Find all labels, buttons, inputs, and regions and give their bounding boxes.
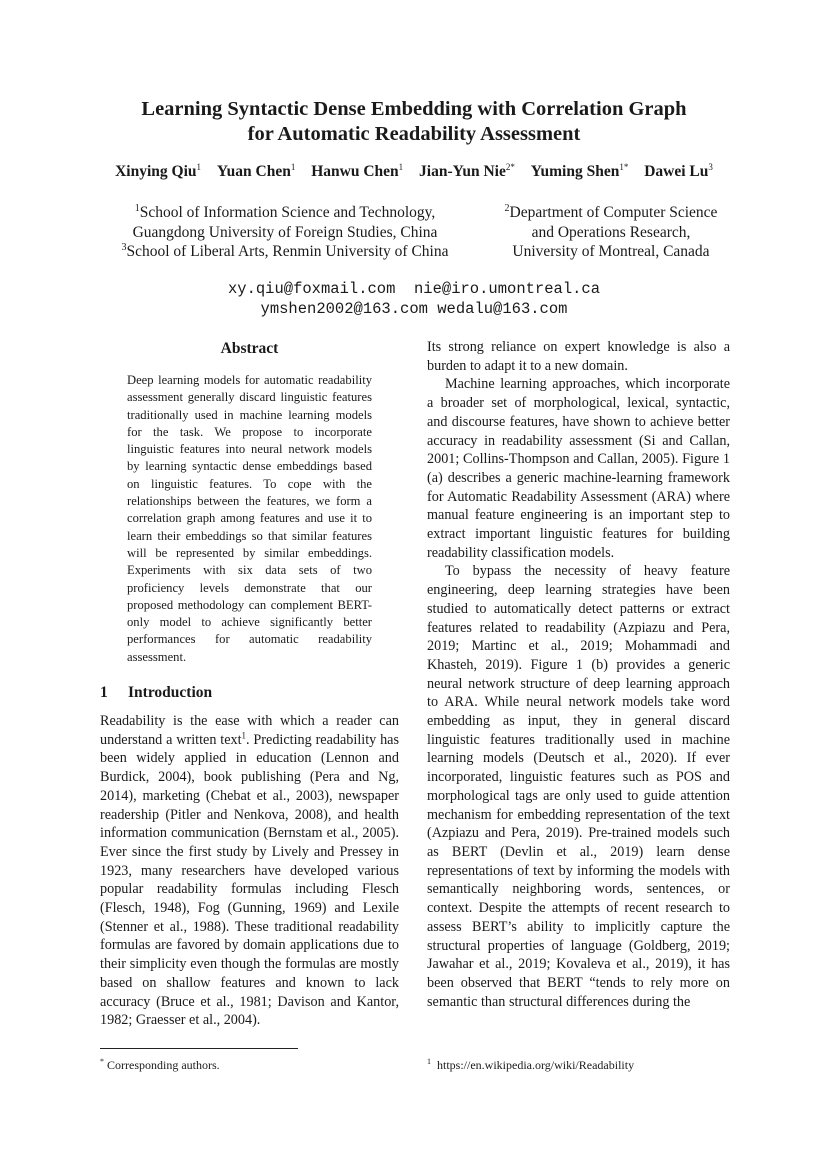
affil-text: School of Liberal Arts, Renmin University of China [126, 243, 449, 260]
affiliation-line: University of Montreal, Canada [512, 243, 710, 260]
footnote-mark: * [100, 1057, 104, 1066]
affiliation-line: and Operations Research, [531, 223, 691, 241]
affil-mark: 3 [121, 241, 127, 253]
affiliations-right [486, 203, 736, 262]
body-paragraph: Its strong reliance on expert knowledge is also a burden to adapt it to a new domain. [427, 339, 730, 374]
author [531, 163, 629, 180]
affil-text: Department of Computer Science [509, 204, 718, 221]
author [311, 163, 403, 180]
footnote-mark: 1 [427, 1057, 431, 1066]
author [217, 163, 295, 180]
author [419, 163, 515, 180]
author [115, 163, 201, 180]
footnote-url [427, 1058, 634, 1073]
abstract-text: Deep learning models for automatic readability assessment generally discard linguistic features traditionally used in machine learning models for the task. We propose to incorporate linguistic features into neural network models by learning syntactic dense embeddings based on linguistic features. To cope with the relationships between the features, we form a correlation graph among features and use it to learn their embeddings so that similar features will be represented by similar embeddings. Experiments with six data sets of two proficiency levels demonstrate that our proposed methodology can complement BERT-only model to achieve significantly better performances for automatic readability assessment. [127, 373, 372, 664]
right-column [427, 338, 730, 1011]
footnote-marker: 1 [241, 730, 247, 741]
author-affil-mark: 1 [196, 161, 201, 172]
author-affil-mark: 1 [398, 161, 404, 172]
author-affil-mark: 1 [290, 161, 296, 172]
footnote-text: Corresponding authors. [104, 1058, 220, 1072]
author-affil-mark: 3 [708, 161, 713, 172]
title-line-1: Learning Syntactic Dense Embedding with Correlation Graph [141, 98, 687, 120]
section-heading [100, 684, 399, 702]
body-paragraph: To bypass the necessity of heavy feature engineering, deep learning strategies have been studied to automatically detect patterns or extract features related to readability (Azpiazu and Pera, 2019; Martinc et al., 2019; Mohammadi and Khasteh, 2019). Figure 1 (b) provides a generic neural network structure of deep learning approach to ARA. While neural network models take word embedding as input, they in general discard linguistic features traditionally used in machine learning models (Deutsch et al., 2020). If ever incorporated, linguistic features such as POS and morphological tags are only used to guide attention mechanism for embedding representation of the text (Azpiazu and Pera, 2019). Pre-trained models such as BERT (Devlin et al., 2019) learn dense representations of text by informing the models with semantically neighboring words, sentences, or context. Despite the attempts of recent research to assess BERT’s ability to implicitly capture the structural properties of language (Goldberg, 2019; Jawahar et al., 2019; Kovaleva et al., 2019), it has been observed that BERT “tends to rely more on semantic than structural differences during the [427, 563, 730, 1010]
section-title: Introduction [128, 684, 213, 702]
paper-title [0, 97, 828, 147]
author-name: Xinying Qiu [115, 163, 197, 180]
affiliation-line: Guangdong University of Foreign Studies, China [132, 223, 438, 241]
affiliation-line [96, 242, 474, 262]
author-name: Hanwu Chen [311, 163, 399, 180]
footnote-divider [100, 1048, 298, 1049]
author-affil-mark: 2* [505, 161, 515, 172]
footnote-corresponding [100, 1058, 220, 1073]
left-column [100, 338, 399, 1030]
affiliations-left [96, 203, 474, 262]
section-number: 1 [100, 684, 108, 702]
author-name: Yuan Chen [216, 163, 291, 180]
author-name: Yuming Shen [530, 163, 620, 180]
email-line: ymshen2002@163.com wedalu@163.com [260, 299, 568, 318]
body-paragraph: Machine learning approaches, which incorporate a broader set of morphological, lexical, syntactic, and discourse features, have shown to achieve better accuracy in readability assessment (Si and Callan, 2001; Collins-Thompson and Callan, 2005). Figure 1 (a) describes a generic machine-learning framework for Automatic Readability Assessment (ARA) where manual feature engineering is an important step to extract important linguistic features for building readability classification models. [427, 376, 730, 561]
email-line: xy.qiu@foxmail.com nie@iro.umontreal.ca [227, 280, 601, 298]
abstract-heading: Abstract [220, 340, 279, 357]
affiliation-line [486, 203, 736, 223]
affil-mark: 2 [504, 202, 510, 214]
affil-mark: 1 [134, 202, 140, 214]
author-name: Jian-Yun Nie [419, 163, 506, 180]
title-line-2: for Automatic Readability Assessment [247, 123, 581, 145]
affiliation-line [96, 203, 474, 223]
intro-text: . Predicting readability has been widely applied in education (Lennon and Burdick, 2004), book publishing (Pera and Ng, 2014), marketing (Chebat et al., 2003), newspaper readership (Pitler and Nenkova, 2008), and health information communication (Bernstam et al., 2005). Ever since the first study by Lively and Pressey in 1923, many researchers have developed various popular readability formulas including Flesch (Flesch, 1948), Fog (Gunning, 1969) and Lexile (Stenner et al., 1988). These traditional readability formulas are favored by domain applications due to their simplicity even though the formulas are mostly based on shallow features and known to lack accuracy (Bruce et al., 1981; Davison and Kantor, 1982; Graesser et al., 2004). [100, 731, 399, 1029]
author-affil-mark: 1* [619, 161, 629, 172]
intro-text: Readability is the ease with which a reader can understand a written text [100, 713, 399, 748]
author-list [0, 163, 828, 181]
author [644, 163, 713, 180]
footnote-text: https://en.wikipedia.org/wiki/Readability [431, 1058, 635, 1072]
intro-paragraph [100, 712, 399, 1030]
author-emails [0, 280, 828, 319]
author-name: Dawei Lu [644, 163, 709, 180]
affil-text: School of Information Science and Technology, [139, 204, 436, 221]
